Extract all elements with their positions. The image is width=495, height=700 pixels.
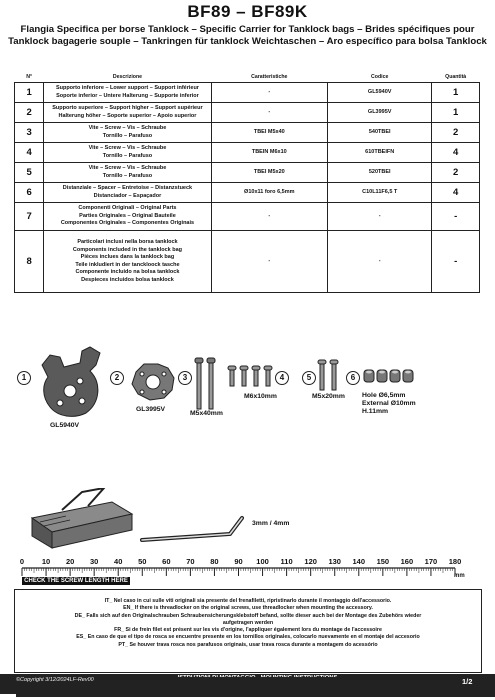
description-cell [44, 143, 211, 163]
col-description: Descrizione [44, 72, 211, 83]
description-line: Distanciador – Espaçador [93, 192, 162, 199]
description-line: Supporto inferiore – Lower support – Support inférieur [55, 85, 199, 91]
description-line: Distanziale – Spacer – Entretoise – Distanzstueck [62, 185, 193, 191]
table-row [15, 83, 480, 103]
characteristics-cell: Ø10x11 foro 6,5mm [211, 183, 328, 203]
characteristics-cell: TBEI M5x40 [211, 123, 328, 143]
item-number-cell: 8 [15, 231, 44, 293]
parts-table-header [15, 72, 480, 83]
note-line: PT_ Se houver trava rosca nos parafusos originais, usar trava rosca durante a montagem do acessório [118, 641, 378, 648]
characteristics-cell: - [211, 231, 328, 293]
ruler-tick-label: 90 [234, 557, 243, 566]
description-line: Vite – Screw – Vis – Schraube [88, 165, 167, 171]
description-cell [44, 231, 211, 293]
col-code: Codice [328, 72, 432, 83]
item-label-1: GL5940V [50, 422, 80, 429]
code-cell: - [328, 203, 432, 231]
ruler-tick-label: 130 [328, 557, 341, 566]
quantity-cell: 2 [432, 163, 480, 183]
ruler-tick-label: 30 [89, 557, 99, 566]
spacer-external-label: External Ø10mm [362, 400, 416, 407]
long-screws-drawing [193, 356, 221, 412]
spacer-hole-label: Hole Ø6,5mm [362, 392, 406, 399]
threadlocker-notes [14, 589, 482, 673]
ruler-tick-label: 10 [41, 557, 51, 566]
description-line: Tornillo – Parafuso [102, 152, 153, 159]
characteristics-cell: - [211, 103, 328, 123]
code-cell: GL5940V [328, 83, 432, 103]
ruler-tick-label: 50 [138, 557, 147, 566]
item-number-cell: 1 [15, 83, 44, 103]
description-line: Soporte inferior – Untere Halterung – Supporte inferior [56, 92, 199, 99]
ruler-tick-label: 120 [304, 557, 317, 566]
table-row [15, 103, 480, 123]
item-label-5: M5x20mm [312, 393, 345, 400]
note-line: aufgetragen werden [222, 619, 274, 626]
ruler-tick-label: 180 [448, 557, 462, 566]
note-line: DE_ Falls sich auf den Originalschrauben Schraubensicherungsklebstoff befand, sollte dieser auch bei der Montage des Zubehörs wieder [74, 612, 422, 619]
spacer-height-label: H.11mm [362, 408, 389, 415]
item-label-4: M6x10mm [244, 393, 277, 400]
item-number-cell: 4 [15, 143, 44, 163]
description-line: Supporto superiore – Support higher – Support supérieur [52, 105, 203, 111]
description-cell [44, 123, 211, 143]
document-title: BF89 – BF89K [187, 2, 308, 21]
code-cell: 520TBEI [328, 163, 432, 183]
code-cell: GL3995V [328, 103, 432, 123]
page-number: 1/2 [462, 677, 473, 686]
tool-size-label: 3mm / 4mm [252, 520, 290, 527]
document-subtitle: Flangia Specifica per borse Tanklock – Specific Carrier for Tanklock bags – Brides spécifiques pour Tanklock bagagerie souple – Tankringen für tanklock Weichtaschen – Aro específico para bolsa Tanklock [8, 24, 487, 47]
item-label-6 [362, 392, 416, 416]
ruler-tick-label: 150 [376, 557, 390, 566]
item-number-cell: 5 [15, 163, 44, 183]
description-line: Vite – Screw – Vis – Schraube [88, 145, 167, 151]
code-cell: 540TBEI [328, 123, 432, 143]
description-line: Despieces incluidos bolsa tanklock [81, 276, 174, 283]
description-cell [44, 203, 211, 231]
lower-support-drawing [30, 343, 110, 421]
item-number-cell: 2 [15, 103, 44, 123]
upper-support-drawing [128, 360, 178, 402]
ruler-unit: mm [454, 573, 465, 579]
table-row [15, 183, 480, 203]
description-line: Componenti Originali – Original Parts [78, 205, 177, 212]
col-number: N° [15, 72, 44, 83]
note-line: ES_ En caso de que el tipo de rosca se encuentre presente en los tornillos originales, colocarlo nuevamente en el montaje del accesorio [76, 634, 420, 641]
medium-screws-drawing [316, 358, 342, 394]
item-number-6: 6 [346, 371, 360, 385]
copyright-text: ©Copyright 3/12/2024LF-Rev00 [16, 677, 495, 697]
quantity-cell: 1 [432, 103, 480, 123]
code-cell: C10L11F6,5 T [328, 183, 432, 203]
table-row [15, 123, 480, 143]
characteristics-cell: - [211, 203, 328, 231]
quantity-cell: - [432, 231, 480, 293]
description-cell [44, 83, 211, 103]
description-cell [44, 103, 211, 123]
description-line: Componentes Originales – Componentes Originais [60, 220, 195, 227]
description-line: Tornillo – Parafuso [102, 172, 153, 179]
item-number-1: 1 [17, 371, 31, 385]
note-line: EN_ If there is threadlocker on the original screws, use threadlocker when mounting the accessory. [123, 605, 373, 612]
description-line: Particolari inclusi nella borsa tanklock [77, 239, 178, 245]
col-characteristics: Caratteristiche [211, 72, 328, 83]
quantity-cell: - [432, 203, 480, 231]
ruler-tick-label: 70 [186, 557, 195, 566]
item-number-cell: 7 [15, 203, 44, 231]
table-row [15, 231, 480, 293]
description-line: Vite – Screw – Vis – Schraube [88, 125, 167, 131]
description-cell [44, 163, 211, 183]
characteristics-cell: TBEI M5x20 [211, 163, 328, 183]
table-row [15, 203, 480, 231]
description-line: Halterung höher – Soporte superior – Apoio superior [58, 112, 197, 119]
note-line: IT_ Nel caso in cui sulle viti originali sia presente del frenafiletti, ripristinarlo durante il montaggio dell'accessorio. [104, 598, 392, 604]
description-cell [44, 183, 211, 203]
ruler-tick-label: 100 [256, 557, 269, 566]
check-screw-length-label: CHECK THE SCREW LENGTH HERE [22, 577, 130, 585]
parts-table [14, 72, 480, 293]
item-number-cell: 6 [15, 183, 44, 203]
ruler-tick-label: 40 [114, 557, 123, 566]
note-line: FR_ Si de frein filet est présent sur les vis d'origine, l'appliquer également lors du montage de l'accessoire [114, 627, 382, 634]
ruler-tick-label: 170 [424, 557, 438, 566]
hex-key-icon [140, 512, 246, 548]
item-label-2: GL3995V [136, 406, 166, 413]
item-number-3: 3 [178, 371, 192, 385]
description-line: Tornillo – Parafuso [102, 132, 153, 139]
quantity-cell: 2 [432, 123, 480, 143]
description-line: Components included in the tanklock bag [72, 246, 182, 253]
item-number-cell: 3 [15, 123, 44, 143]
item-number-2: 2 [110, 371, 124, 385]
table-row [15, 143, 480, 163]
ruler-tick-label: 20 [65, 557, 75, 566]
ruler-tick-label: 140 [352, 557, 366, 566]
col-quantity: Quantità [432, 72, 480, 83]
description-line: Teile inkludiert in der tanckloock tasche [75, 261, 180, 268]
spacers-drawing [362, 366, 416, 388]
item-number-5: 5 [302, 371, 316, 385]
description-line: Parties Originales – Original Bauteile [79, 212, 176, 219]
code-cell: - [328, 231, 432, 293]
short-screws-drawing [226, 364, 276, 390]
quantity-cell: 4 [432, 143, 480, 163]
ruler-tick-label: 60 [162, 557, 171, 566]
toolbox-icon [22, 488, 142, 550]
ruler-tick-label: 160 [400, 557, 414, 566]
description-line: Pièces inclues dans la tanklock bag [80, 254, 175, 260]
code-cell: 610TBEIFN [328, 143, 432, 163]
characteristics-cell: TBEIN M6x10 [211, 143, 328, 163]
ruler-tick-label: 0 [19, 557, 25, 566]
item-label-3: M5x40mm [190, 410, 223, 417]
ruler-tick-label: 80 [210, 557, 219, 566]
quantity-cell: 4 [432, 183, 480, 203]
description-line: Componente incluido na bolsa tanklock [75, 269, 180, 275]
item-number-4: 4 [275, 371, 289, 385]
ruler-tick-label: 110 [280, 557, 293, 566]
characteristics-cell: - [211, 83, 328, 103]
table-row [15, 163, 480, 183]
quantity-cell: 1 [432, 83, 480, 103]
